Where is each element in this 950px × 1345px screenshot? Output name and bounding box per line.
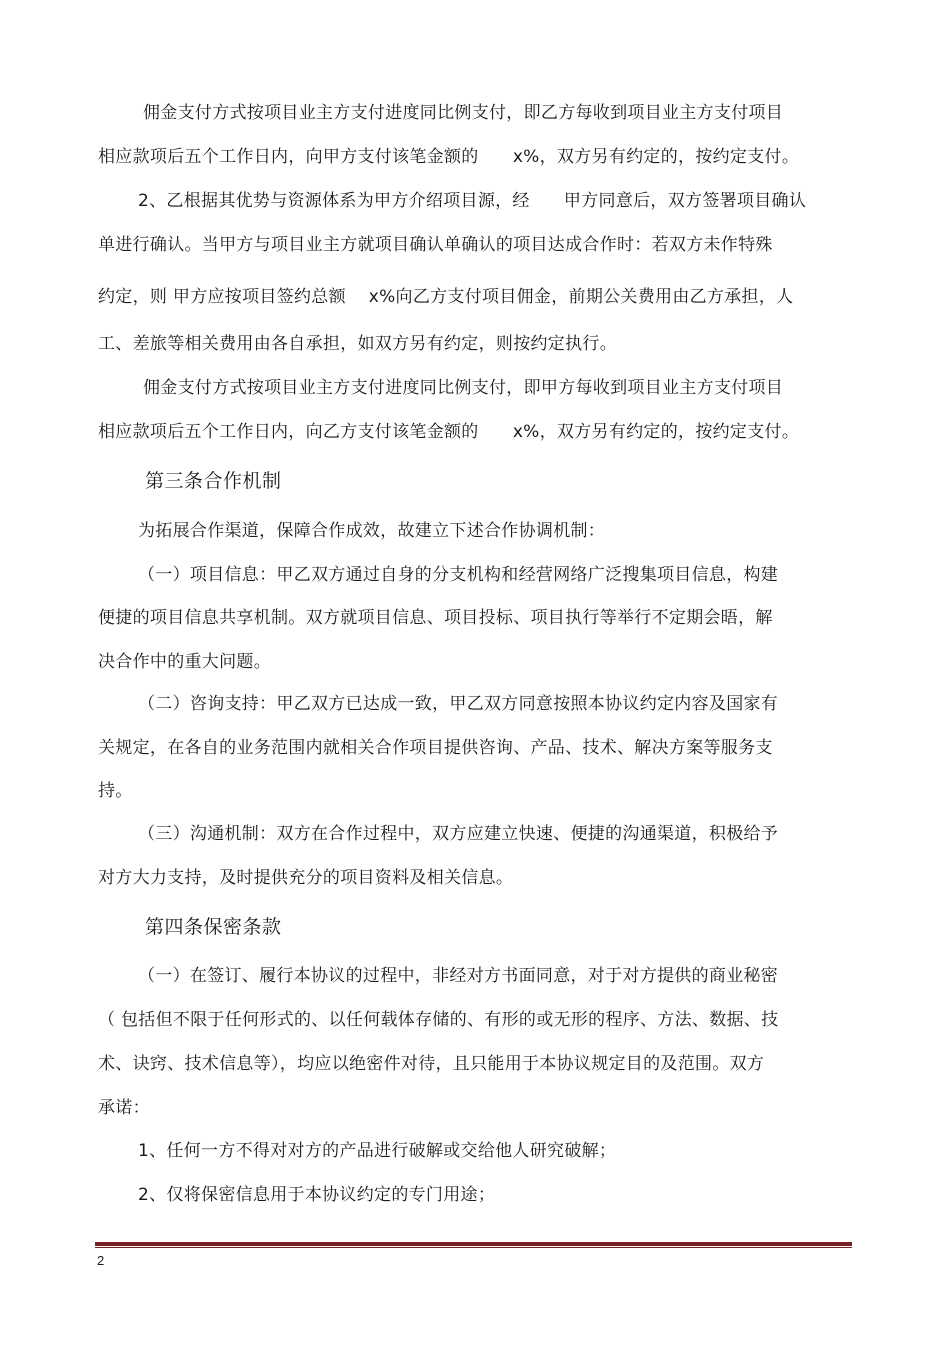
text-line: 1、任何一方不得对对方的产品进行破解或交给他人研究破解； (138, 1141, 617, 1161)
text-line: 决合作中的重大问题。 (98, 652, 271, 672)
text-line: 单进行确认。当甲方与项目业主方就项目确认单确认的项目达成合作时：若双方未作特殊 (98, 235, 773, 255)
text-line: 对方大力支持，及时提供充分的项目资料及相关信息。 (98, 868, 514, 888)
text-line: 便捷的项目信息共享机制。双方就项目信息、项目投标、项目执行等举行不定期会晤，解 (98, 608, 773, 628)
text-line: 工、差旅等相关费用由各自承担，如双方另有约定，则按约定执行。 (98, 334, 617, 354)
text-line: （一）在签订、履行本协议的过程中，非经对方书面同意，对于对方提供的商业秘密 (138, 966, 779, 986)
text-line: 约定，则 甲方应按项目签约总额 x%向乙方支付项目佣金，前期公关费用由乙方承担，人 (98, 287, 794, 307)
footer-divider-thin (95, 1247, 852, 1248)
text-line: 佣金支付方式按项目业主方支付进度同比例支付，即甲方每收到项目业主方支付项目 (143, 378, 784, 398)
section-heading: 第四条保密条款 (145, 916, 282, 938)
footer-divider (95, 1242, 852, 1246)
text-line: 相应款项后五个工作日内，向甲方支付该笔金额的 x%，双方另有约定的，按约定支付。 (98, 147, 800, 167)
text-line: 承诺： (98, 1098, 150, 1118)
text-line: （一）项目信息：甲乙双方通过自身的分支机构和经营网络广泛搜集项目信息，构建 (138, 565, 779, 585)
text-line: 关规定，在各自的业务范围内就相关合作项目提供咨询、产品、技术、解决方案等服务支 (98, 738, 773, 758)
page-number: 2 (97, 1253, 105, 1268)
text-line: （二）咨询支持：甲乙双方已达成一致，甲乙双方同意按照本协议约定内容及国家有 (138, 694, 779, 714)
text-line: 相应款项后五个工作日内，向乙方支付该笔金额的 x%，双方另有约定的，按约定支付。 (98, 422, 800, 442)
text-line: 2、乙根据其优势与资源体系为甲方介绍项目源，经 甲方同意后，双方签署项目确认 (138, 191, 807, 211)
text-line: （ 包括但不限于任何形式的、以任何载体存储的、有形的或无形的程序、方法、数据、技 (98, 1010, 779, 1030)
text-line: 佣金支付方式按项目业主方支付进度同比例支付，即乙方每收到项目业主方支付项目 (143, 103, 784, 123)
text-line: 持。 (98, 781, 133, 801)
text-line: 2、仅将保密信息用于本协议约定的专门用途； (138, 1185, 496, 1205)
section-heading: 第三条合作机制 (145, 470, 282, 492)
text-line: （三）沟通机制：双方在合作过程中，双方应建立快速、便捷的沟通渠道，积极给予 (138, 824, 779, 844)
text-line: 术、诀窍、技术信息等），均应以绝密件对待，且只能用于本协议规定目的及范围。双方 (98, 1054, 765, 1074)
text-line: 为拓展合作渠道，保障合作成效，故建立下述合作协调机制： (138, 521, 606, 541)
